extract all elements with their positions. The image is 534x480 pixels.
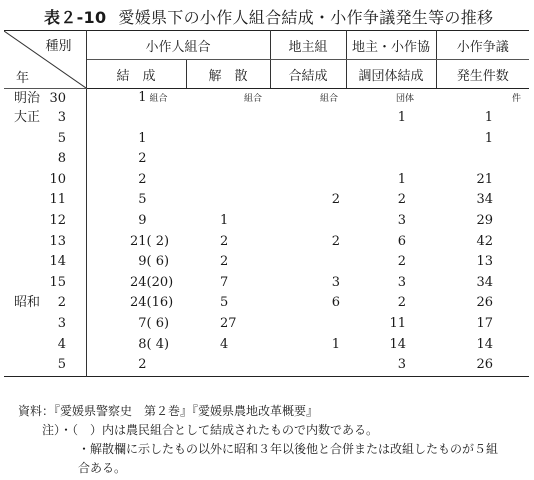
year-cell <box>4 232 86 253</box>
table-row <box>4 355 529 376</box>
note-2-continued: 合ある。 <box>78 461 127 475</box>
jinushi-cell <box>270 89 346 109</box>
kyochou-value: 14 <box>389 336 407 352</box>
sogi-cell <box>436 273 529 294</box>
year-cell <box>4 293 86 314</box>
kyochou-value: 1 <box>397 171 407 187</box>
year-cell <box>4 273 86 294</box>
year-number: 15 <box>49 274 66 290</box>
kessei-cell <box>86 252 186 273</box>
sogi-cell <box>436 232 529 253</box>
kaisan-value: 5 <box>220 295 229 311</box>
table-title-text: 愛媛県下の小作人組合結成・小作争議発生等の推移 <box>118 8 494 27</box>
table-number: 表２-10 <box>44 8 107 27</box>
table-row <box>4 89 529 109</box>
kaisan-cell <box>186 89 270 109</box>
kessei-cell <box>86 190 186 211</box>
table-row <box>4 108 529 129</box>
year-cell <box>4 211 86 232</box>
kyochou-cell <box>346 149 436 170</box>
year-number: 2 <box>57 295 66 311</box>
kyochou-cell <box>346 211 436 232</box>
kessei-cell <box>86 108 186 129</box>
kaisan-cell <box>186 252 270 273</box>
year-cell <box>4 129 86 150</box>
sogi-cell <box>436 314 529 335</box>
kaisan-cell <box>186 273 270 294</box>
sogi-value: 26 <box>476 357 494 373</box>
year-cell <box>4 108 86 129</box>
kessei-cell <box>86 170 186 191</box>
sogi-value: 26 <box>476 295 494 311</box>
kessei-cell <box>86 314 186 335</box>
kessei-value: 8 <box>138 336 147 352</box>
jinushi-cell <box>270 211 346 232</box>
year-number: 30 <box>49 90 66 106</box>
year-cell <box>4 89 86 109</box>
kyochou-value: 2 <box>397 192 407 208</box>
table-row <box>4 273 529 294</box>
year-cell <box>4 190 86 211</box>
kessei-cell <box>86 129 186 150</box>
sogi-cell <box>436 108 529 129</box>
sogi-value: 14 <box>476 336 494 352</box>
kaisan-cell <box>186 211 270 232</box>
year-number: 11 <box>49 192 66 208</box>
kaisan-cell <box>186 108 270 129</box>
kessei-paren-value: ( 6) <box>146 254 170 270</box>
kessei-cell <box>86 273 186 294</box>
kaisan-cell <box>186 335 270 356</box>
kyochou-cell <box>346 273 436 294</box>
sogi-value: 1 <box>484 130 494 146</box>
table-row <box>4 129 529 150</box>
kaisan-cell <box>186 190 270 211</box>
sogi-value: 34 <box>476 274 494 290</box>
kessei-cell <box>86 355 186 376</box>
jinushi-cell <box>270 252 346 273</box>
kyochou-value: 11 <box>389 315 407 331</box>
year-number: 13 <box>49 233 66 249</box>
table-notes <box>18 402 530 478</box>
jinushi-cell <box>270 108 346 129</box>
jinushi-cell <box>270 149 346 170</box>
note-1: 注）・（ ）内は農民組合として結成されたもので内数である。 <box>42 423 379 437</box>
kessei-cell <box>86 149 186 170</box>
jinushi-cell <box>270 190 346 211</box>
sogi-value: 21 <box>476 171 494 187</box>
year-cell <box>4 355 86 376</box>
kyochou-cell <box>346 232 436 253</box>
sogi-value: 1 <box>484 110 494 125</box>
note-2: ・解散欄に示したもの以外に昭和３年以後他と合併または改組したものが５組 <box>78 442 499 456</box>
unit-dantai: 団体 <box>396 94 415 104</box>
year-number: 3 <box>57 110 66 125</box>
note-source: 資料：『愛媛県警察史 第２巻』『愛媛県農地改革概要』 <box>18 404 319 418</box>
kessei-cell <box>86 335 186 356</box>
header-kessei: 結 成 <box>86 60 186 89</box>
sogi-value: 17 <box>476 315 494 331</box>
kyochou-cell <box>346 335 436 356</box>
sogi-cell <box>436 89 529 109</box>
jinushi-cell <box>270 335 346 356</box>
kyochou-cell <box>346 108 436 129</box>
kessei-value: 21 <box>129 233 147 249</box>
kaisan-value: 1 <box>220 212 229 228</box>
year-number: 4 <box>57 336 66 352</box>
table-row <box>4 170 529 191</box>
year-number: 8 <box>57 151 66 167</box>
kessei-paren-value: ( 4) <box>146 336 170 352</box>
year-cell <box>4 170 86 191</box>
kaisan-value: 4 <box>220 336 229 352</box>
year-number: 14 <box>49 254 66 270</box>
kaisan-cell <box>186 170 270 191</box>
kyochou-value: 2 <box>397 254 407 270</box>
sogi-value: 29 <box>476 212 494 228</box>
year-cell <box>4 335 86 356</box>
year-cell <box>4 252 86 273</box>
kyochou-value: 2 <box>397 295 407 311</box>
kessei-value: 1 <box>138 130 147 146</box>
data-table <box>4 30 529 377</box>
jinushi-cell <box>270 170 346 191</box>
kessei-cell <box>86 293 186 314</box>
kaisan-cell <box>186 149 270 170</box>
table-body <box>4 89 529 377</box>
sogi-cell <box>436 170 529 191</box>
kessei-cell <box>86 89 186 109</box>
table-row <box>4 190 529 211</box>
year-number: 10 <box>49 171 66 187</box>
sogi-value: 42 <box>476 233 494 249</box>
kyochou-value: 1 <box>397 110 407 125</box>
corner-label-category: 種別 <box>45 39 72 54</box>
unit-kumiai: 組合 <box>320 94 339 104</box>
header-kyochou-bottom: 調団体結成 <box>346 60 436 89</box>
table-row <box>4 211 529 232</box>
kaisan-value: 7 <box>220 274 229 290</box>
kyochou-cell <box>346 89 436 109</box>
kyochou-cell <box>346 314 436 335</box>
header-sogi-bottom: 発生件数 <box>436 60 529 89</box>
year-cell <box>4 149 86 170</box>
year-number: 12 <box>49 212 66 228</box>
sogi-cell <box>436 355 529 376</box>
kyochou-value: 3 <box>397 212 407 228</box>
kaisan-value: 2 <box>220 254 229 270</box>
table-row <box>4 149 529 170</box>
jinushi-cell <box>270 273 346 294</box>
unit-kumiai: 組合 <box>149 94 168 104</box>
kaisan-cell <box>186 314 270 335</box>
header-jinushi-bottom: 合結成 <box>270 60 346 89</box>
kessei-paren-value: ( 6) <box>146 315 170 331</box>
kyochou-cell <box>346 252 436 273</box>
kessei-paren-value: (16) <box>146 295 174 311</box>
kyochou-cell <box>346 355 436 376</box>
jinushi-value: 1 <box>331 336 341 352</box>
header-kosakunin-kumiai: 小作人組合 <box>86 31 270 60</box>
table-row <box>4 335 529 356</box>
jinushi-cell <box>270 355 346 376</box>
jinushi-value: 2 <box>331 233 341 249</box>
kyochou-value: 3 <box>397 357 407 373</box>
jinushi-value: 6 <box>331 295 341 311</box>
kaisan-cell <box>186 129 270 150</box>
data-table-container <box>4 30 529 377</box>
table-row <box>4 252 529 273</box>
kaisan-cell <box>186 232 270 253</box>
kessei-value: 1 <box>138 90 147 105</box>
kessei-value: 2 <box>138 151 147 167</box>
kyochou-cell <box>346 293 436 314</box>
year-number: 5 <box>57 357 66 373</box>
jinushi-value: 2 <box>331 192 341 208</box>
year-cell <box>4 314 86 335</box>
kessei-value: 7 <box>138 315 147 331</box>
unit-kumiai: 組合 <box>244 94 263 104</box>
kessei-value: 9 <box>138 212 147 228</box>
kessei-value: 9 <box>138 254 147 270</box>
kaisan-value: 2 <box>220 233 229 249</box>
kaisan-value: 27 <box>220 315 237 331</box>
sogi-cell <box>436 190 529 211</box>
kessei-value: 2 <box>138 357 147 373</box>
era-label: 昭和 <box>14 295 41 311</box>
jinushi-cell <box>270 293 346 314</box>
table-row <box>4 293 529 314</box>
era-label: 明治 <box>14 90 41 106</box>
kessei-value: 24 <box>129 274 147 290</box>
header-kyochou-top: 地主・小作協 <box>346 31 436 60</box>
kessei-value: 24 <box>129 295 147 311</box>
unit-ken: 件 <box>512 94 522 104</box>
sogi-cell <box>436 293 529 314</box>
sogi-value: 34 <box>476 192 494 208</box>
kaisan-cell <box>186 355 270 376</box>
sogi-cell <box>436 252 529 273</box>
corner-label-year: 年 <box>16 71 30 86</box>
kyochou-cell <box>346 129 436 150</box>
kessei-value: 2 <box>138 171 147 187</box>
era-label: 大正 <box>14 110 41 125</box>
corner-header <box>4 31 86 89</box>
sogi-cell <box>436 335 529 356</box>
table-row <box>4 314 529 335</box>
kessei-cell <box>86 232 186 253</box>
table-title <box>44 5 524 28</box>
jinushi-cell <box>270 314 346 335</box>
jinushi-cell <box>270 129 346 150</box>
jinushi-value: 3 <box>331 274 341 290</box>
sogi-value: 13 <box>476 254 494 270</box>
year-number: 5 <box>57 130 66 146</box>
table-row <box>4 232 529 253</box>
kaisan-cell <box>186 293 270 314</box>
year-number: 3 <box>57 315 66 331</box>
header-kaisan: 解 散 <box>186 60 270 89</box>
jinushi-cell <box>270 232 346 253</box>
kyochou-cell <box>346 170 436 191</box>
sogi-cell <box>436 149 529 170</box>
sogi-cell <box>436 129 529 150</box>
kyochou-value: 6 <box>397 233 407 249</box>
kessei-cell <box>86 211 186 232</box>
kessei-value: 5 <box>138 192 147 208</box>
sogi-cell <box>436 211 529 232</box>
header-jinushi-top: 地主組 <box>270 31 346 60</box>
kyochou-value: 3 <box>397 274 407 290</box>
kessei-paren-value: ( 2) <box>146 233 170 249</box>
header-sogi-top: 小作争議 <box>436 31 529 60</box>
kessei-paren-value: (20) <box>146 274 174 290</box>
kyochou-cell <box>346 190 436 211</box>
